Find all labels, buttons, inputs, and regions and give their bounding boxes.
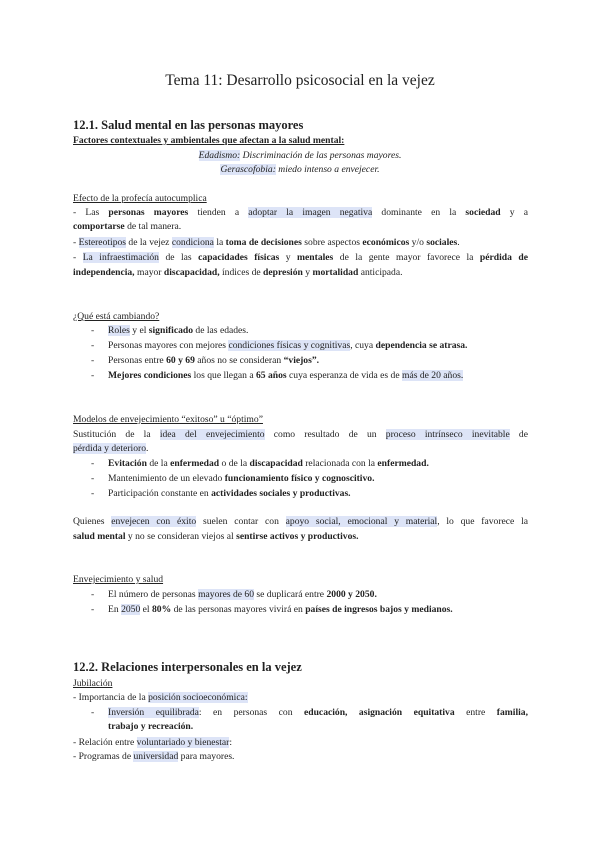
bullet-marker: - <box>91 488 95 499</box>
jubilacion-title: Jubilación <box>73 678 113 689</box>
gerascofobia-line: Gerascofobia: miedo intenso a envejecer. <box>220 164 380 175</box>
jubilacion-line-3: - Programas de universidad para mayores. <box>73 751 235 762</box>
modelos-line-1: Sustitución de la idea del envejecimiento como resultado de un proceso intrínseco inevitable de <box>73 429 528 440</box>
bullet-marker: - <box>91 458 95 469</box>
section-heading-12-1: 12.1. Salud mental en las personas mayores <box>73 118 304 132</box>
edadismo-line: Edadismo: Discriminación de las personas mayores. <box>198 150 402 161</box>
jubilacion-line-1: - Importancia de la posición socioeconómica: <box>73 692 248 703</box>
envejecimiento-title: Envejecimiento y salud <box>73 574 164 585</box>
efecto-line-3: - La infraestimación de las capacidades físicas y mentales de la gente mayor favorece la pérdida de <box>73 252 528 263</box>
bullet-marker: - <box>91 370 95 381</box>
bullet-marker: - <box>91 707 95 718</box>
cambiando-item-2: Personas mayores con mejores condiciones físicas y cognitivas, cuya dependencia se atrasa. <box>108 340 468 351</box>
cambiando-title: ¿Qué está cambiando? <box>73 311 160 322</box>
modelos-item-2: Mantenimiento de un elevado funcionamiento físico y cognoscitivo. <box>108 473 375 484</box>
document-title: Tema 11: Desarrollo psicosocial en la vejez <box>165 72 435 89</box>
section-heading-12-2: 12.2. Relaciones interpersonales en la vejez <box>73 660 302 674</box>
bullet-marker: - <box>91 340 95 351</box>
bullet-marker: - <box>91 604 95 615</box>
modelos-item-1: Evitación de la enfermedad o de la discapacidad relacionada con la enfermedad. <box>108 458 429 469</box>
envejecimiento-item-2: En 2050 el 80% de las personas mayores vivirá en países de ingresos bajos y medianos. <box>108 604 453 615</box>
bullet-marker: - <box>91 355 95 366</box>
efecto-line-3b: independencia, mayor discapacidad, índices de depresión y mortalidad anticipada. <box>73 267 403 278</box>
bullet-marker: - <box>91 325 95 336</box>
modelos-title: Modelos de envejecimiento “exitoso” u “óptimo” <box>73 414 263 425</box>
efecto-line-2: - Estereotipos de la vejez condiciona la toma de decisiones sobre aspectos económicos y/o sociales. <box>73 237 460 248</box>
bullet-marker: - <box>91 473 95 484</box>
envejecimiento-item-1: El número de personas mayores de 60 se duplicará entre 2000 y 2050. <box>108 589 377 600</box>
cambiando-item-1: Roles y el significado de las edades. <box>108 325 249 336</box>
bullet-marker: - <box>91 589 95 600</box>
factores-label: Factores contextuales y ambientales que afectan a la salud mental: <box>73 135 345 146</box>
jubilacion-item-1: Inversión equilibrada: en personas con educación, asignación equitativa entre familia, <box>108 707 528 718</box>
quienes-line-1b: salud mental y no se consideran viejos al sentirse activos y productivos. <box>73 531 359 542</box>
jubilacion-line-2: - Relación entre voluntariado y bienestar: <box>73 737 233 748</box>
efecto-line-1: - Las personas mayores tienden a adoptar la imagen negativa dominante en la sociedad y a <box>73 207 529 218</box>
cambiando-item-3: Personas entre 60 y 69 años no se consideran “viejos”. <box>108 355 320 366</box>
jubilacion-item-1b: trabajo y recreación. <box>108 721 194 732</box>
cambiando-item-4: Mejores condiciones los que llegan a 65 años cuya esperanza de vida es de más de 20 años. <box>108 370 464 381</box>
quienes-line-1: Quienes envejecen con éxito suelen contar con apoyo social, emocional y material, lo que favorece la <box>73 516 528 527</box>
efecto-line-1b: comportarse de tal manera. <box>73 221 182 232</box>
efecto-title: Efecto de la profecía autocumplica <box>73 193 207 204</box>
modelos-item-3: Participación constante en actividades sociales y productivas. <box>108 488 351 499</box>
modelos-line-1b: pérdida y deterioro. <box>73 443 149 454</box>
